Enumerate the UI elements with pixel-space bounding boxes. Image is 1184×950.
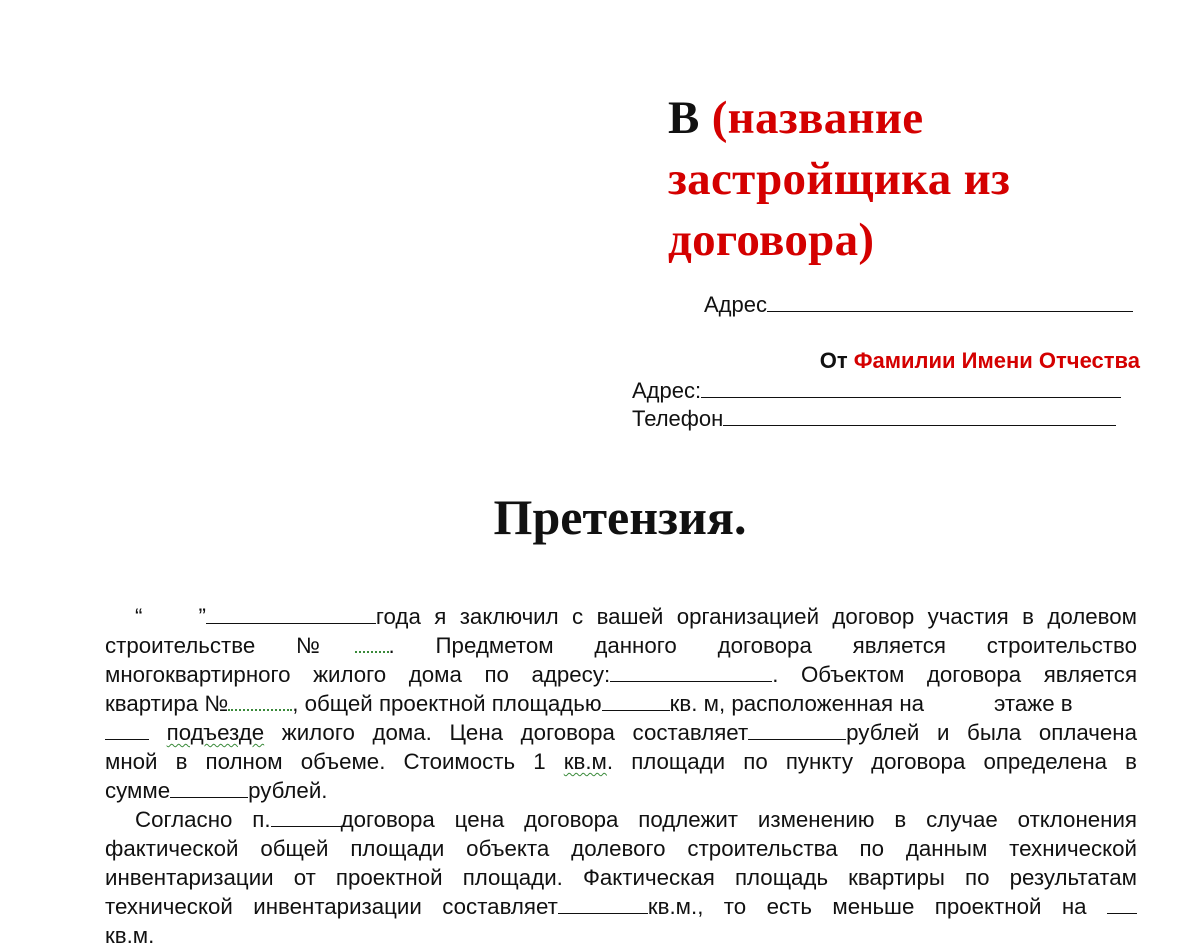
sender-address-blank (701, 379, 1121, 398)
clause-blank (271, 807, 341, 827)
body-line: кв.м. (105, 923, 155, 948)
entrance-blank (105, 720, 149, 740)
body-line: “ ” года я заключил с вашей организацией договор участия в долевом (135, 604, 1137, 629)
body-line: строительстве № . Предметом данного договора является строительство (105, 633, 1137, 658)
sender-phone-label: Телефон (632, 406, 724, 431)
body-line: подъезде жилого дома. Цена договора составляет рублей и была оплачена (105, 718, 1137, 747)
date-blank (206, 604, 376, 624)
body-line: квартира № , общей проектной площадью кв. м, расположенная на этаже в (105, 691, 1073, 716)
sender-phone-line (632, 406, 1116, 432)
body-line: многоквартирного жилого дома по адресу: . Объектом договора является (105, 662, 1138, 687)
recipient-block (668, 88, 1148, 271)
actual-area-blank (558, 894, 648, 914)
claim-body (105, 602, 1137, 950)
body-line: фактической общей площади объекта долевого строительства по данным технической (105, 836, 1137, 861)
document-title: Претензия. (493, 489, 747, 545)
body-line: инвентаризации от проектной площади. Фактическая площадь квартиры по результатам (105, 865, 1137, 890)
sender-address-line (632, 378, 1121, 404)
sender-phone-blank (723, 407, 1116, 426)
body-line: Согласно п. договора цена договора подлежит изменению в случае отклонения (135, 807, 1138, 832)
sender-from-label: От (819, 348, 848, 373)
sender-address-label: Адрес: (632, 378, 702, 403)
body-line: технической инвентаризации составляет кв.м., то есть меньше проектной на (105, 892, 1137, 921)
recipient-name-placeholder: (название застройщика из договора) (668, 92, 1011, 266)
recipient-address-blank (767, 293, 1133, 312)
area-blank (602, 691, 670, 711)
recipient-address-label: Адрес (704, 292, 767, 317)
recipient-address-line (704, 292, 1133, 318)
body-line: мной в полном объеме. Стоимость 1 кв.м. площади по пункту договора определена в (105, 749, 1137, 774)
price-blank (748, 720, 846, 740)
sum-blank (170, 778, 248, 798)
recipient-prefix: В (668, 92, 700, 144)
difference-blank (1107, 894, 1137, 914)
body-line: сумме рублей. (105, 778, 328, 803)
contract-number-blank (355, 632, 389, 653)
sender-name-placeholder: Фамилии Имени Отчества (853, 348, 1140, 373)
address-blank (610, 662, 772, 682)
sender-from-line (820, 348, 1140, 374)
apartment-number-blank (228, 690, 292, 711)
